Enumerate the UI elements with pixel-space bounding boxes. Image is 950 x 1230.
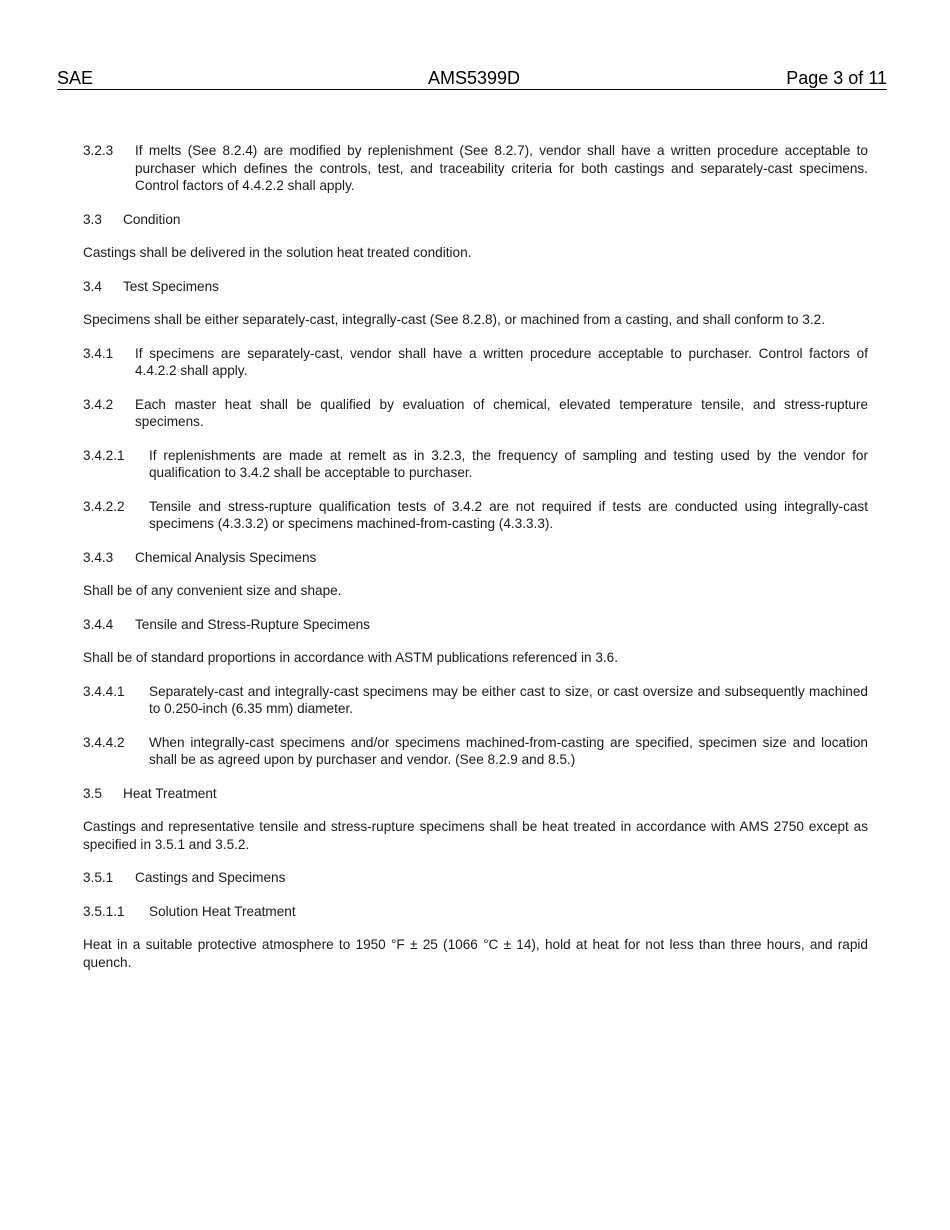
section-number: 3.4.1	[83, 345, 114, 361]
paragraph-3-5: Castings and representative tensile and stress-rupture specimens shall be heat treated in accordance with AMS 2750 except as specified in 3.5.1 and 3.5.2.	[83, 819, 868, 852]
header-page-number: Page 3 of 11	[786, 68, 887, 88]
section-title: Condition	[123, 211, 181, 227]
section-text: If melts (See 8.2.4) are modified by replenishment (See 8.2.7), vendor shall have a written procedure acceptable to purchaser which defines the controls, test, and traceability criteria for both castings and separately-cast specimens. Control factors of 4.4.2.2 shall apply.	[135, 143, 868, 193]
section-title: Chemical Analysis Specimens	[135, 549, 317, 565]
section-number: 3.5.1	[83, 870, 114, 885]
heading-3-5	[83, 785, 868, 803]
heading-3-5-1-1	[83, 903, 868, 921]
section-number: 3.3	[83, 211, 102, 227]
section-text: Separately-cast and integrally-cast specimens may be either cast to size, or cast oversize and subsequently machined to 0.250-inch (6.35 mm) diameter.	[149, 683, 868, 716]
section-3-4-2-1	[83, 447, 868, 482]
header-org: SAE	[57, 68, 94, 88]
section-number: 3.4.2	[83, 396, 114, 412]
section-number: 3.4.3	[83, 549, 114, 565]
section-number: 3.4	[83, 278, 102, 294]
section-3-4-4-2	[83, 734, 868, 769]
section-number: 3.2.3	[83, 143, 114, 158]
paragraph-3-4-3: Shall be of any convenient size and shape.	[83, 583, 342, 598]
paragraph-3-3: Castings shall be delivered in the solution heat treated condition.	[83, 245, 472, 260]
section-3-4-2-2	[83, 498, 868, 533]
section-title: Solution Heat Treatment	[149, 903, 296, 919]
section-3-4-4-1	[83, 683, 868, 718]
document-body	[83, 142, 868, 987]
section-title: Castings and Specimens	[135, 870, 286, 885]
section-3-2-3	[83, 142, 868, 195]
section-text: When integrally-cast specimens and/or specimens machined-from-casting are specified, specimen size and location shall be as agreed upon by purchaser and vendor. (See 8.2.9 and 8.5.)	[149, 734, 868, 767]
section-number: 3.5.1.1	[83, 903, 125, 919]
header-doc-number: AMS5399D	[428, 68, 521, 88]
section-number: 3.4.2.1	[83, 447, 125, 463]
heading-3-4-3	[83, 549, 868, 567]
section-text: If replenishments are made at remelt as in 3.2.3, the frequency of sampling and testing used by the vendor for qualification to 3.4.2 shall be acceptable to purchaser.	[149, 447, 868, 480]
paragraph-3-4-4: Shall be of standard proportions in accordance with ASTM publications referenced in 3.6.	[83, 650, 618, 665]
page-header	[57, 68, 887, 90]
paragraph-3-5-1-1: Heat in a suitable protective atmosphere to 1950 °F ± 25 (1066 °C ± 14), hold at heat for not less than three hours, and rapid quench.	[83, 937, 868, 970]
section-number: 3.4.2.2	[83, 498, 125, 514]
section-number: 3.4.4.1	[83, 683, 125, 699]
section-title: Tensile and Stress-Rupture Specimens	[135, 616, 370, 632]
heading-3-3	[83, 211, 868, 229]
section-text: Each master heat shall be qualified by evaluation of chemical, elevated temperature tensile, and stress-rupture specimens.	[135, 396, 868, 429]
section-number: 3.4.4	[83, 616, 114, 632]
section-3-4-1	[83, 345, 868, 380]
paragraph-3-4: Specimens shall be either separately-cast, integrally-cast (See 8.2.8), or machined from a casting, and shall conform to 3.2.	[83, 312, 825, 327]
section-number: 3.5	[83, 785, 102, 801]
section-title: Heat Treatment	[123, 785, 217, 801]
section-text: If specimens are separately-cast, vendor shall have a written procedure acceptable to purchaser. Control factors of 4.4.2.2 shall apply.	[135, 345, 868, 378]
section-text: Tensile and stress-rupture qualification tests of 3.4.2 are not required if tests are conducted using integrally-cast specimens (4.3.3.2) or specimens machined-from-casting (4.3.3.3).	[149, 498, 868, 531]
section-title: Test Specimens	[123, 278, 219, 294]
heading-3-4	[83, 278, 868, 296]
section-number: 3.4.4.2	[83, 734, 125, 750]
heading-3-5-1	[83, 869, 868, 887]
heading-3-4-4	[83, 616, 868, 634]
section-3-4-2	[83, 396, 868, 431]
